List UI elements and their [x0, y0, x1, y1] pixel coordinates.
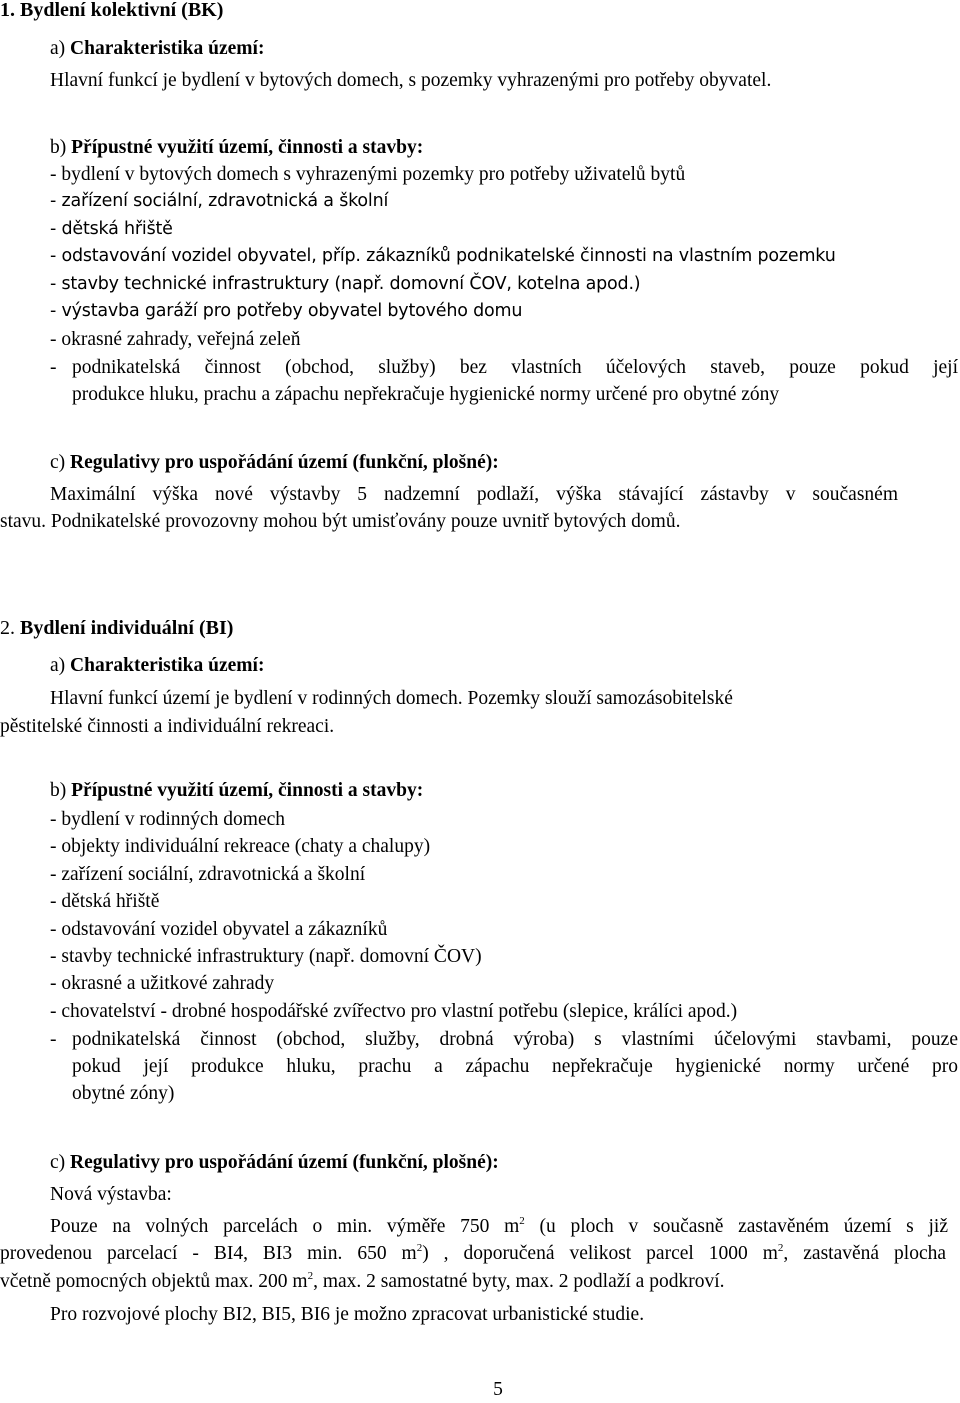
section-1-b-heading: Přípustné využití území, činnosti a stavby: [71, 137, 424, 158]
section-1-b-item-8 [50, 354, 958, 410]
section-1-a-heading-line [50, 35, 264, 62]
section-2-b-item-6: - stavby technické infrastruktury (např. domovní ČOV) [50, 946, 482, 967]
section-2-a-heading: Charakteristika území: [70, 655, 265, 676]
section-2-b-item-7: - okrasné a užitkové zahrady [50, 973, 275, 994]
superscript: 2 [777, 1242, 784, 1254]
section-2-a-prefix: a) [50, 655, 71, 676]
section-2-b-item-8: - chovatelství - drobné hospodářské zvířectvo pro vlastní potřebu (slepice, králíci apod.) [50, 1001, 738, 1022]
section-2-title: Bydlení individuální (BI) [20, 617, 234, 639]
section-2-a-line-1: Hlavní funkcí území je bydlení v rodinných domech. Pozemky slouží samozásobitelské [50, 688, 733, 709]
section-2-b-item-9-line-2: pokud její produkce hluku, prachu a zápachu nepřekračuje hygienické normy určené pro [72, 1056, 958, 1077]
section-1-b-item-4: - odstavování vozidel obyvatel, příp. zákazníků podnikatelské činnosti na vlastním pozemku [50, 246, 836, 266]
section-2-c-p1-line-2 [0, 1240, 946, 1267]
section-2-b-heading-line [50, 777, 423, 804]
section-2-b-item-1: - bydlení v rodinných domech [50, 809, 286, 830]
section-1-b-item-5: - stavby technické infrastruktury (např. domovní ČOV, kotelna apod.) [50, 274, 641, 294]
text-run: včetně pomocných objektů max. 200 m [0, 1271, 308, 1292]
page-number: 5 [493, 1379, 503, 1400]
section-1-b-prefix: b) [50, 137, 72, 158]
section-1-b-item-7: - okrasné zahrady, veřejná zeleň [50, 329, 301, 350]
section-1-c-heading: Regulativy pro uspořádání území (funkční, plošné): [70, 452, 499, 473]
section-2-b-item-9-line-3: obytné zóny) [72, 1083, 175, 1104]
section-2-b-item-9-line-1: podnikatelská činnost (obchod, služby, drobná výroba) s vlastními účelovými stavbami, pouze [72, 1029, 958, 1050]
section-1-a-text: Hlavní funkcí je bydlení v bytových domech, s pozemky vyhrazenými pro potřeby obyvatel. [50, 70, 772, 91]
section-2-title-line [0, 615, 233, 642]
section-1-b-item-8-line-2: produkce hluku, prachu a zápachu nepřekračuje hygienické normy určené pro obytné zóny [72, 384, 780, 405]
section-1-b-item-6: - výstavba garáží pro potřeby obyvatel bytového domu [50, 301, 523, 321]
section-1-b-item-1: - bydlení v bytových domech s vyhrazenými pozemky pro potřeby uživatelů bytů [50, 164, 686, 185]
section-1-title: 1. Bydlení kolektivní (BK) [0, 0, 224, 21]
section-1-b-heading-line [50, 134, 423, 161]
section-1-b-item-2: - zařízení sociální, zdravotnická a školní [50, 191, 389, 211]
text-run: , max. 2 samostatné byty, max. 2 podlaží a podkroví. [313, 1271, 725, 1292]
section-1-c-heading-line [50, 449, 499, 476]
superscript: 2 [307, 1270, 314, 1282]
section-2-c-heading-line [50, 1149, 499, 1176]
section-2-b-item-9-dash: - [50, 1029, 57, 1050]
text-run: ) , doporučená velikost parcel 1000 m [422, 1243, 778, 1264]
section-2-b-item-5: - odstavování vozidel obyvatel a zákazníků [50, 919, 388, 940]
text-run: provedenou parcelací - BI4, BI3 min. 650 m [0, 1243, 417, 1264]
section-1-a-heading: Charakteristika území: [70, 38, 265, 59]
section-2-c-heading: Regulativy pro uspořádání území (funkční, plošné): [70, 1152, 499, 1173]
superscript: 2 [416, 1242, 423, 1254]
section-2-c-prefix: c) [50, 1152, 71, 1173]
section-2-c-p2: Pro rozvojové plochy BI2, BI5, BI6 je možno zpracovat urbanistické studie. [50, 1304, 645, 1325]
section-1-c-line-1: Maximální výška nové výstavby 5 nadzemní podlaží, výška stávající zástavby v současném [50, 484, 898, 505]
section-2-b-item-2: - objekty individuální rekreace (chaty a chalupy) [50, 836, 431, 857]
text-run: , zastavěná plocha [783, 1243, 947, 1264]
superscript: 2 [519, 1215, 525, 1227]
section-2-b-item-4: - dětská hřiště [50, 891, 160, 912]
section-2-title-number: 2. [0, 617, 20, 639]
text-run: Pouze na volných parcelách o min. výměře 750 m [50, 1216, 520, 1237]
section-1-c-prefix: c) [50, 452, 71, 473]
section-2-a-line-2: pěstitelské činnosti a individuální rekreaci. [0, 716, 335, 737]
section-1-b-item-8-dash: - [50, 357, 57, 378]
section-1-c-line-2: stavu. Podnikatelské provozovny mohou být umisťovány pouze uvnitř bytových domů. [0, 511, 681, 532]
text-run: (u ploch v současně zastavěném území s již [524, 1216, 948, 1237]
section-2-c-p1-line-1 [50, 1213, 948, 1240]
section-1-b-item-8-line-1: podnikatelská činnost (obchod, služby) bez vlastních účelových staveb, pouze pokud její [72, 357, 958, 378]
section-2-b-prefix: b) [50, 780, 72, 801]
section-2-b-item-3: - zařízení sociální, zdravotnická a školní [50, 864, 366, 885]
section-2-c-p1-line-3 [0, 1268, 725, 1295]
section-2-c-subheading: Nová výstavba: [50, 1184, 172, 1205]
section-2-b-heading: Přípustné využití území, činnosti a stavby: [71, 780, 424, 801]
section-1-b-item-3: - dětská hřiště [50, 219, 173, 239]
section-2-b-item-9 [50, 1026, 958, 1110]
section-1-a-prefix: a) [50, 38, 71, 59]
section-2-a-heading-line [50, 652, 264, 679]
